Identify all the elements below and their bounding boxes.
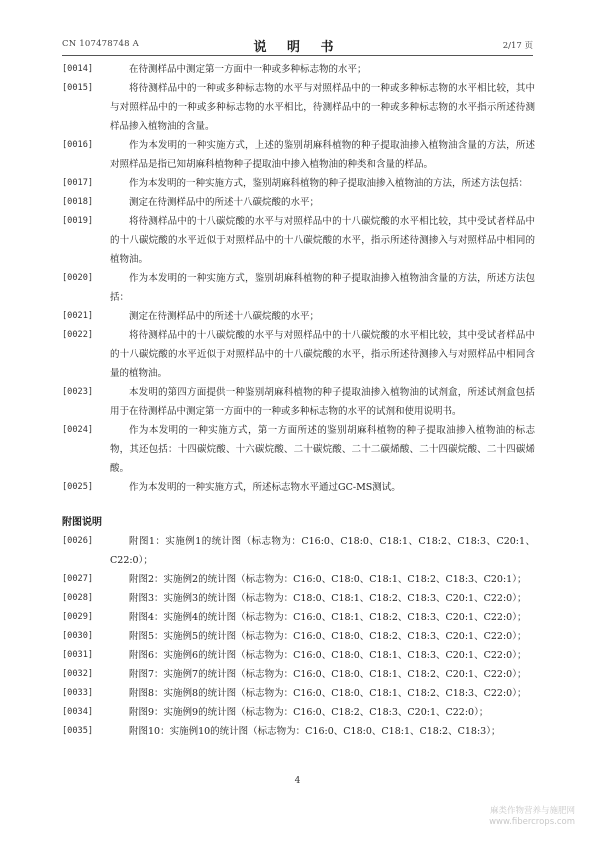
- paragraph-text: 附图2：实施例2的统计图（标志物为：C16:0、C18:0、C18:1、C18:2、C18:3、C20:1）；: [129, 574, 527, 585]
- paragraph-number: [0032]: [62, 669, 94, 679]
- paragraph-number: [0033]: [62, 688, 94, 698]
- figure-caption: [62, 608, 535, 627]
- figure-caption: [62, 532, 535, 570]
- page-indicator: 2/17 页: [502, 41, 533, 51]
- paragraph-text: 附图6：实施例6的统计图（标志物为：C16:0、C18:0、C18:1、C18:3、C20:1、C22:0）；: [129, 650, 527, 661]
- paragraph-text: 附图9：实施例9的统计图（标志物为：C16:0、C18:2、C18:3、C20:1、C22:0）；: [129, 707, 489, 718]
- paragraph-number: [0014]: [62, 64, 94, 74]
- patent-number: CN 107478748 A: [62, 39, 139, 49]
- paragraph: [62, 269, 535, 307]
- paragraph-number: [0017]: [62, 178, 94, 188]
- paragraph: [62, 478, 535, 497]
- paragraph-text: 附图4：实施例4的统计图（标志物为：C16:0、C18:1、C18:2、C18:3、C20:1、C22:0）；: [129, 612, 527, 623]
- paragraph-text: 作为本发明的一种实施方式，鉴别胡麻科植物的种子提取油掺入植物油的方法，所述方法包括：: [129, 178, 529, 189]
- paragraph-number: [0022]: [62, 330, 94, 340]
- paragraph-number: [0034]: [62, 707, 94, 717]
- paragraph-text: 测定在待测样品中的所述十八碳烷酸的水平；: [129, 311, 320, 322]
- paragraph-text: 作为本发明的一种实施方式，所述标志物水平通过GC-MS测试。: [129, 482, 401, 493]
- figure-caption: [62, 589, 535, 608]
- paragraph-number: [0018]: [62, 197, 94, 207]
- paragraph-number: [0026]: [62, 536, 94, 546]
- paragraph-text: 附图10：实施例10的统计图（标志物为：C16:0、C18:0、C18:1、C18:2、C18:3）；: [129, 726, 501, 737]
- paragraph-number: [0024]: [62, 425, 94, 435]
- paragraph-number: [0023]: [62, 387, 94, 397]
- paragraph-text: 本发明的第四方面提供一种鉴别胡麻科植物的种子提取油掺入植物油的试剂盒，所述试剂盒包括用于在待测样品中测定第一方面中的一种或多种标志物的水平的试剂和使用说明书。: [110, 387, 535, 417]
- figure-caption: [62, 703, 535, 722]
- figure-caption: [62, 646, 535, 665]
- paragraph-text: 附图8：实施例8的统计图（标志物为：C16:0、C18:0、C18:1、C18:2、C18:3、C22:0）；: [129, 688, 527, 699]
- paragraph-number: [0016]: [62, 140, 94, 150]
- paragraph: [62, 79, 535, 136]
- paragraph-number: [0020]: [62, 273, 94, 283]
- paragraph-text: 附图5：实施例5的统计图（标志物为：C16:0、C18:0、C18:2、C18:3、C20:1、C22:0）；: [129, 631, 527, 642]
- paragraph: [62, 421, 535, 478]
- paragraph-text: 将待测样品中的十八碳烷酸的水平与对照样品中的十八碳烷酸的水平相比较，其中受试者样品中的十八碳烷酸的水平近似于对照样品中的十八碳烷酸的水平，指示所述待测掺入与对照样品中相同含量的植物油。: [110, 330, 535, 379]
- paragraph-text: 将待测样品中的一种或多种标志物的水平与对照样品中的一种或多种标志物的水平相比较，其中与对照样品中的一种或多种标志物的水平相比，待测样品中的一种或多种标志物的水平指示所述待测样品掺入植物油的含量。: [110, 83, 535, 132]
- paragraph-text: 作为本发明的一种实施方式，上述的鉴别胡麻科植物的种子提取油掺入植物油含量的方法，所述对照样品是指已知胡麻科植物种子提取油中掺入植物油的种类和含量的样品。: [110, 140, 535, 170]
- paragraph-text: 将待测样品中的十八碳烷酸的水平与对照样品中的十八碳烷酸的水平相比较，其中受试者样品中的十八碳烷酸的水平近似于对照样品中的十八碳烷酸的水平，指示所述待测掺入与对照样品中相同的植物油。: [110, 216, 535, 265]
- paragraph-text: 作为本发明的一种实施方式，第一方面所述的鉴别胡麻科植物的种子提取油掺入植物油的标志物，其还包括：十四碳烷酸、十六碳烷酸、二十碳烷酸、二十二碳烯酸、二十四碳烷酸、二十四碳烯酸。: [110, 425, 535, 474]
- paragraph-number: [0015]: [62, 83, 94, 93]
- paragraph: [62, 307, 535, 326]
- paragraph: [62, 193, 535, 212]
- document-title: 说 明 书: [253, 40, 342, 55]
- header-divider: [62, 55, 533, 56]
- paragraph-text: 在待测样品中测定第一方面中一种或多种标志物的水平；: [129, 64, 367, 75]
- paragraph-number: [0019]: [62, 216, 94, 226]
- watermark-line-2: www.fibercrops.com: [489, 817, 575, 827]
- figure-caption: [62, 627, 535, 646]
- figure-caption: [62, 722, 535, 741]
- paragraph: [62, 174, 535, 193]
- paragraph: [62, 60, 535, 79]
- figure-caption: [62, 684, 535, 703]
- watermark: [489, 806, 575, 828]
- figure-caption: [62, 665, 535, 684]
- paragraph-text: 测定在待测样品中的所述十八碳烷酸的水平；: [129, 197, 320, 208]
- paragraph-number: [0025]: [62, 482, 94, 492]
- paragraph-number: [0035]: [62, 726, 94, 736]
- section-heading: 附图说明: [62, 517, 102, 528]
- document-body: [62, 60, 535, 741]
- paragraph: [62, 326, 535, 383]
- watermark-line-1: 麻类作物营养与施肥网: [489, 806, 575, 816]
- paragraph-text: 附图1：实施例1的统计图（标志物为：C16:0、C18:0、C18:1、C18:2、C18:3、C20:1、C22:0）；: [110, 536, 535, 566]
- paragraph-number: [0027]: [62, 574, 94, 584]
- paragraph-number: [0030]: [62, 631, 94, 641]
- page-number: 4: [294, 776, 301, 786]
- paragraph-text: 作为本发明的一种实施方式，鉴别胡麻科植物的种子提取油掺入植物油含量的方法，所述方法包括：: [110, 273, 535, 303]
- paragraph-number: [0029]: [62, 612, 94, 622]
- paragraph: [62, 136, 535, 174]
- paragraph-number: [0028]: [62, 593, 94, 603]
- paragraph: [62, 383, 535, 421]
- page-header: [62, 36, 533, 54]
- paragraph-text: 附图3：实施例3的统计图（标志物为：C18:0、C18:1、C18:2、C18:3、C20:1、C22:0）；: [129, 593, 527, 604]
- paragraph-number: [0021]: [62, 311, 94, 321]
- figure-caption: [62, 570, 535, 589]
- paragraph: [62, 212, 535, 269]
- paragraph-text: 附图7：实施例7的统计图（标志物为：C16:0、C18:0、C18:1、C18:2、C20:1、C22:0）；: [129, 669, 527, 680]
- paragraph-number: [0031]: [62, 650, 94, 660]
